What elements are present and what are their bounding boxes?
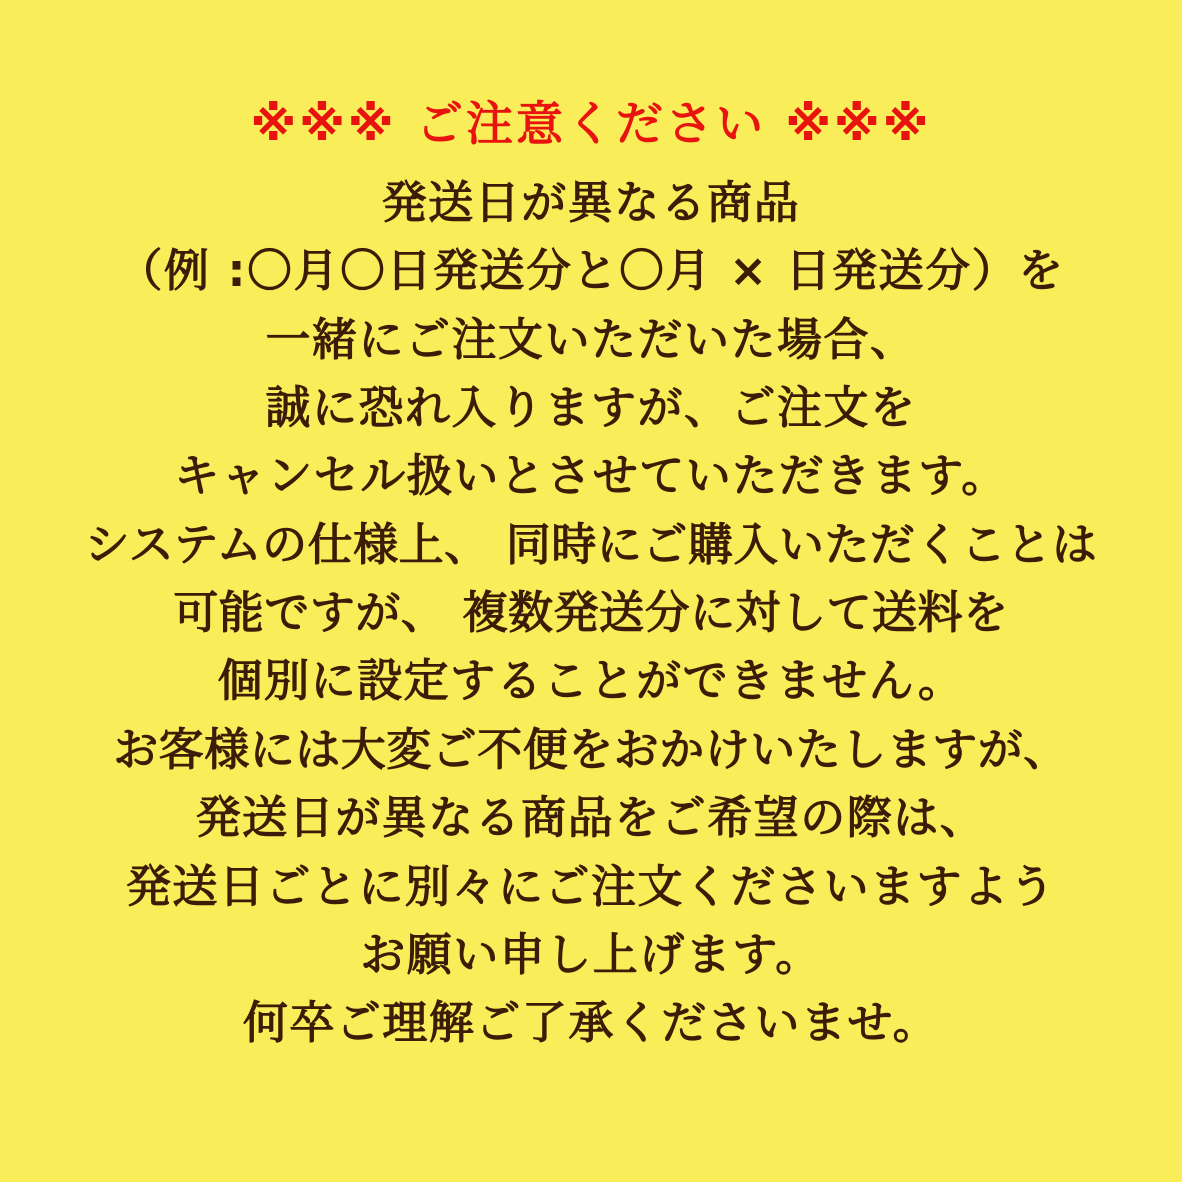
notice-line: 一緒にご注文いただいた場合、 [265, 312, 917, 366]
notice-line: お願い申し上げます。 [360, 928, 822, 982]
notice-line: 可能ですが、 複数発送分に対して送料を [173, 586, 1009, 640]
notice-line: 発送日が異なる商品 [381, 175, 801, 229]
notice-line: 何卒ご理解ご了承くださいませ。 [242, 996, 940, 1050]
notice-line: キャンセル扱いとさせていただきます。 [174, 449, 1008, 503]
notice-line: 発送日ごとに別々にご注文くださいますよう [125, 859, 1056, 913]
notice-line: お客様には大変ご不便をおかけいたしますが、 [113, 722, 1069, 776]
notice-line: 発送日が異なる商品をご希望の際は、 [195, 791, 987, 845]
notice-heading: ※※※ ご注意ください ※※※ [250, 97, 932, 152]
notice-line: （例 :〇月〇日発送分と〇月 × 日発送分）を [117, 244, 1065, 298]
notice-body [21, 169, 1161, 1058]
notice-line: システムの仕様上、 同時にご購入いただくことは [84, 517, 1098, 571]
notice-line: 誠に恐れ入りますが、ご注文を [265, 380, 917, 434]
notice-line: 個別に設定することができません。 [217, 654, 965, 708]
